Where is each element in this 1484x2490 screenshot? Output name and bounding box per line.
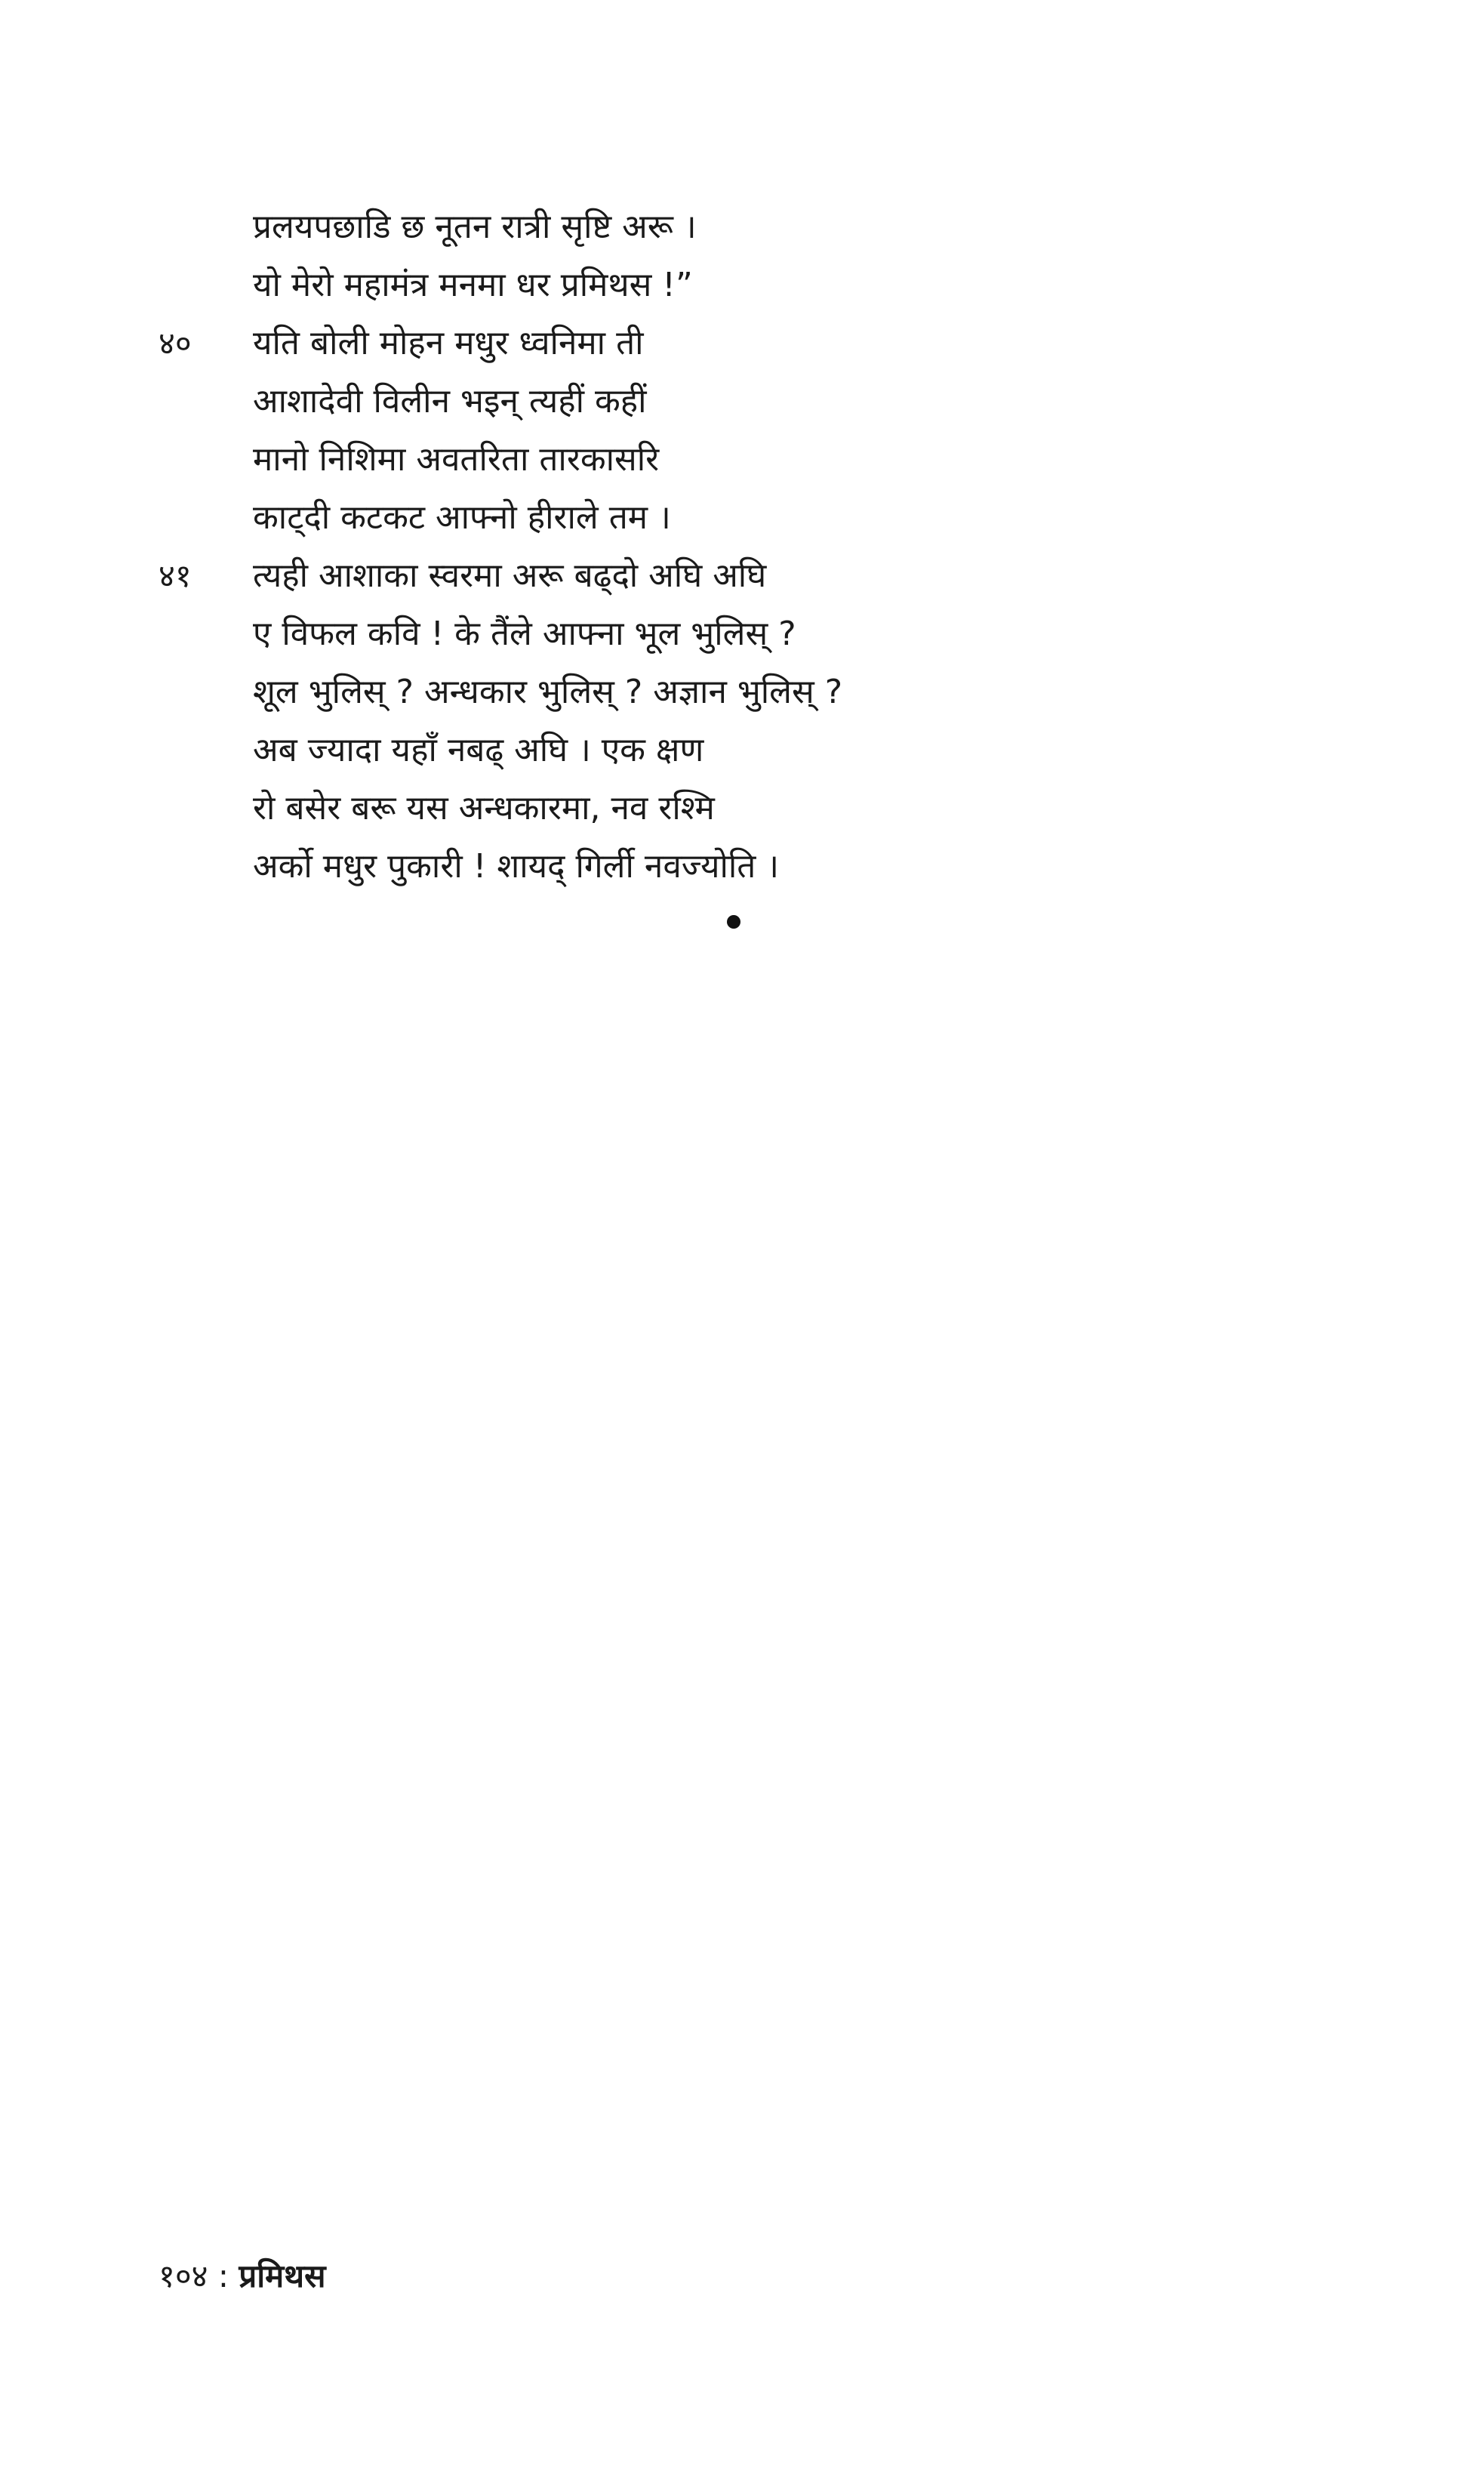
verse-line: [159, 372, 1027, 430]
verse-number: ४०: [159, 325, 192, 362]
verse-text: ए विफल कवि ! के तैंले आफ्ना भूल भुलिस् ?: [253, 615, 796, 653]
verse-text: अब ज्यादा यहाँ नबढ् अघि । एक क्षण: [253, 731, 704, 769]
verse-line: [159, 256, 1027, 314]
verse-line: [159, 663, 1027, 721]
page-footer: [159, 2254, 326, 2299]
verse-text: आशादेवी विलीन भइन् त्यहीं कहीं: [253, 382, 647, 421]
verse-line: [159, 837, 1027, 895]
verse-line: [159, 314, 1027, 372]
verse-number: ४१: [159, 557, 192, 594]
verse-text: काट्दी कटकट आफ्नो हीराले तम ।: [253, 498, 671, 537]
verse-line: [159, 721, 1027, 779]
verse-text: यति बोली मोहन मधुर ध्वनिमा ती: [253, 324, 644, 362]
verse-text: त्यही आशाका स्वरमा अरू बढ्दो अघि अघि: [253, 556, 767, 595]
verse-text: रो बसेर बरू यस अन्धकारमा, नव रश्मि: [253, 789, 715, 827]
verse-text: शूल भुलिस् ? अन्धकार भुलिस् ? अज्ञान भुलिस् ?: [253, 673, 843, 711]
verse-text: यो मेरो महामंत्र मनमा धर प्रमिथस !”: [253, 266, 693, 304]
verse-text: मानो निशिमा अवतरिता तारकासरि: [253, 440, 660, 479]
verse-line: [159, 779, 1027, 837]
page-number: १०४: [159, 2257, 208, 2294]
verse-text: अर्को मधुर पुकारी ! शायद् गिर्ली नवज्योति ।: [253, 847, 780, 886]
poem-body: [159, 198, 1027, 895]
verse-line: [159, 488, 1027, 547]
verse-line: [159, 605, 1027, 663]
verse-text: प्रलयपछाडि छ नूतन रात्री सृष्टि अरू ।: [253, 208, 697, 246]
verse-line: [159, 547, 1027, 605]
footer-separator: :: [208, 2257, 239, 2294]
section-end-dot-icon: [727, 915, 740, 929]
running-title: प्रमिथस: [239, 2257, 326, 2294]
verse-line: [159, 430, 1027, 488]
verse-line: [159, 198, 1027, 256]
